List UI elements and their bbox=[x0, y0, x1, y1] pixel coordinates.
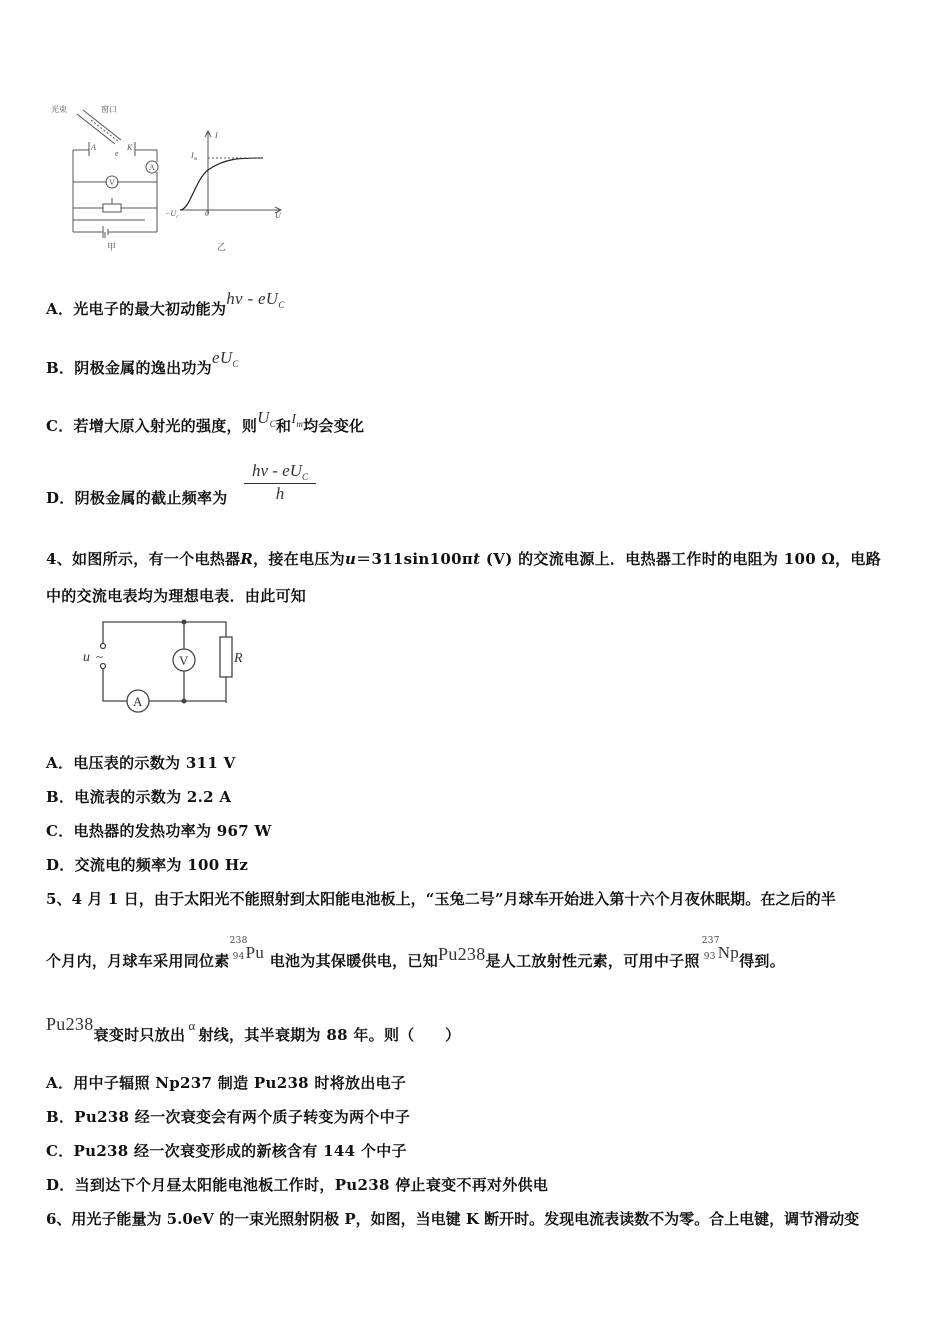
ammeter-symbol: A bbox=[133, 694, 143, 709]
figure-jia-caption: 甲 bbox=[107, 242, 117, 252]
q4-stem-line2: 中的交流电表均为理想电表．由此可知 bbox=[46, 587, 307, 605]
current-axis-label: I bbox=[215, 131, 218, 140]
q3-option-c[interactable]: C．若增大原入射光的强度，则$U_C$和$I_m$均会变化 bbox=[46, 408, 365, 435]
anode-label: A bbox=[91, 143, 96, 152]
q5-stem-line3: Pu238衰变时只放出α射线，其半衰期为 88 年。则（ ） bbox=[46, 1014, 461, 1044]
voltmeter-label: V bbox=[109, 178, 115, 187]
light-beam-label: 光束 bbox=[51, 105, 67, 114]
q5-stem-line2: 个月内，月球车采用同位素 238 94 Pu 电池为其保暖供电，已知Pu238是人工放射性元素，可用中子照 237 93 Np得到。 bbox=[46, 936, 786, 970]
resistor-label: R bbox=[234, 651, 243, 666]
saturation-current-label: $I_m$ bbox=[191, 151, 198, 162]
origin-label: 0 bbox=[205, 209, 209, 218]
q4-option-b[interactable]: B．电流表的示数为 2.2 A bbox=[46, 788, 232, 806]
voltmeter-symbol: V bbox=[179, 653, 189, 668]
window-label: 窗口 bbox=[101, 105, 117, 114]
q5-option-a[interactable]: A．用中子辐照 Np237 制造 Pu238 时将放出电子 bbox=[46, 1074, 407, 1092]
q5-option-c[interactable]: C．Pu238 经一次衰变形成的新核含有 144 个中子 bbox=[46, 1142, 407, 1160]
q4-stem-line1: 4、如图所示，有一个电热器R，接在电压为u＝311sin100πt (V) 的交流电源上．电热器工作时的电阻为 100 Ω，电路 bbox=[46, 550, 882, 568]
q3-option-b[interactable]: B．阴极金属的逸出功为$eU_C$ bbox=[46, 348, 239, 377]
q5-stem-line1: 5、4 月 1 日，由于太阳光不能照射到太阳能电池板上，“玉兔二号”月球车开始进入第十六个月夜休眠期。在之后的半 bbox=[46, 890, 836, 908]
ammeter-label: A bbox=[149, 163, 155, 172]
q4-option-a[interactable]: A．电压表的示数为 311 V bbox=[46, 754, 236, 772]
voltage-axis-label: U bbox=[275, 211, 281, 220]
ac-tilde: ~ bbox=[96, 649, 104, 664]
q4-option-d[interactable]: D．交流电的频率为 100 Hz bbox=[46, 856, 249, 874]
electron-label: e bbox=[115, 149, 119, 158]
q5-option-d[interactable]: D．当到达下个月昼太阳能电池板工作时，Pu238 停止衰变不再对外供电 bbox=[46, 1176, 549, 1194]
q3-option-a[interactable]: A．光电子的最大初动能为hν - $eU_C$ bbox=[46, 289, 285, 318]
q3-option-d[interactable]: D．阴极金属的截止频率为 bbox=[46, 489, 228, 507]
photoelectric-figure bbox=[45, 100, 295, 260]
q4-option-c[interactable]: C．电热器的发热功率为 967 W bbox=[46, 822, 272, 840]
q4-circuit-diagram bbox=[76, 615, 256, 715]
q3-fraction: hν - $eU_C$ h bbox=[244, 461, 316, 504]
cathode-label: K bbox=[127, 143, 133, 152]
figure-yi-caption: 乙 bbox=[217, 242, 227, 252]
q6-stem-line1: 6、用光子能量为 5.0eV 的一束光照射阴极 P，如图，当电键 K 断开时。发现电流表读数不为零。合上电键，调节滑动变 bbox=[46, 1210, 860, 1228]
stopping-voltage-label: $-U_c$ bbox=[165, 209, 179, 220]
source-u-label: u bbox=[83, 650, 90, 665]
q5-option-b[interactable]: B．Pu238 经一次衰变会有两个质子转变为两个中子 bbox=[46, 1108, 411, 1126]
